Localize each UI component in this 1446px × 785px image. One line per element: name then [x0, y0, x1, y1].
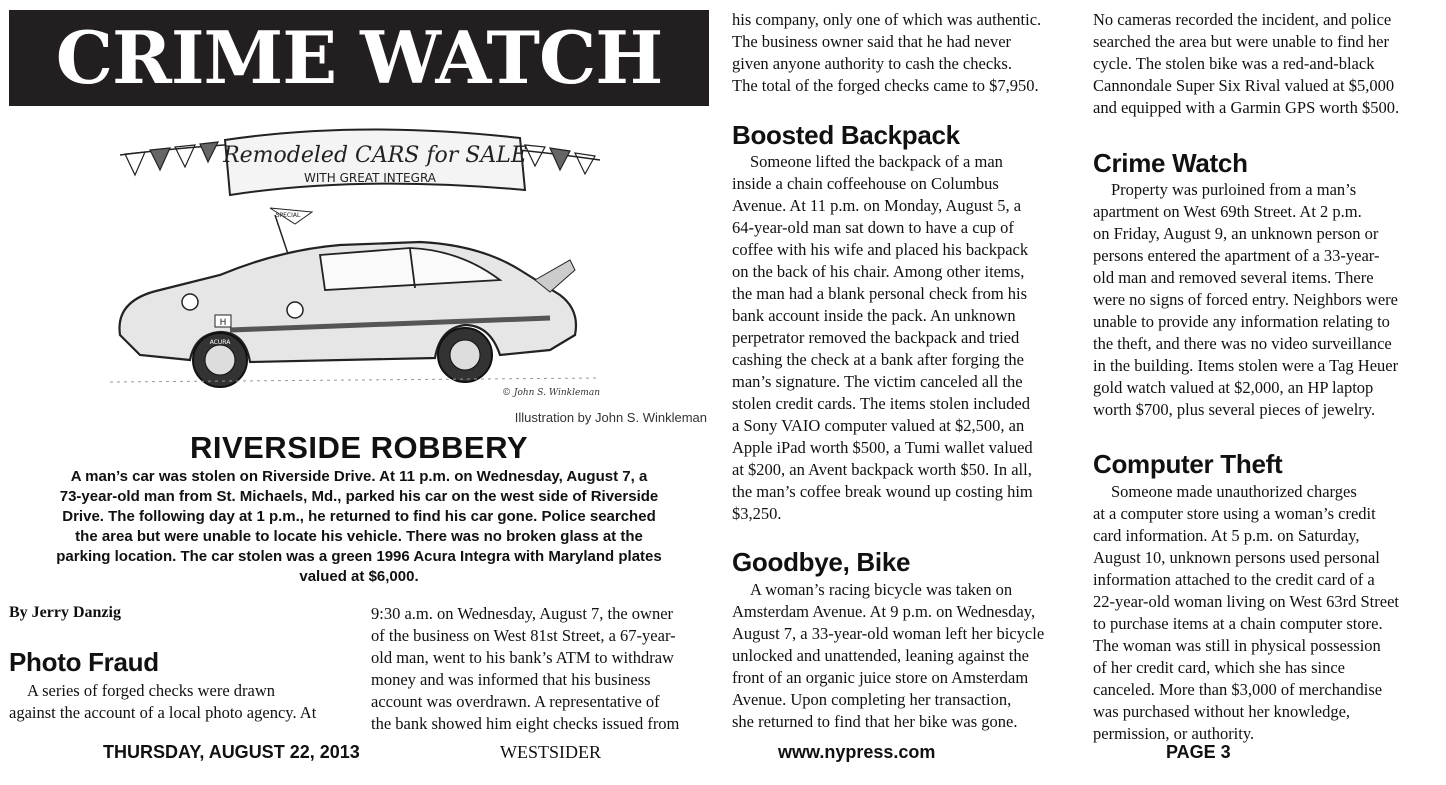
lead-line: the area but were unable to locate his vehicle. There was no broken glass at the	[75, 528, 643, 545]
banner-text-line2: WITH GREAT INTEGRA	[304, 171, 436, 185]
goodbye-bike-col3	[732, 579, 1077, 733]
text-line: bank account inside the pack. An unknown	[732, 306, 1016, 325]
text-line: No cameras recorded the incident, and police	[1093, 10, 1392, 29]
text-line: searched the area but were unable to find her	[1093, 32, 1389, 51]
footer-date: THURSDAY, AUGUST 22, 2013	[103, 742, 360, 762]
text-line: the bank showed him eight checks issued from	[371, 714, 680, 733]
text-line: unable to provide any information relating to	[1093, 312, 1390, 331]
text-line: August 10, unknown persons used personal	[1093, 548, 1380, 567]
text-line: she returned to find that her bike was gone.	[732, 712, 1018, 731]
text-line: The woman was still in physical possession	[1093, 636, 1381, 655]
rear-wheel	[438, 328, 492, 382]
lead-line: 73-year-old man from St. Michaels, Md., parked his car on the west side of Riverside	[59, 488, 659, 505]
text-line: A woman’s racing bicycle was taken on	[750, 580, 1013, 599]
text-line: a Sony VAIO computer valued at $2,500, an	[732, 416, 1025, 435]
text-line: 64-year-old man sat down to have a cup of	[732, 218, 1014, 237]
text-line: cycle. The stolen bike was a red-and-black	[1093, 54, 1375, 73]
text-line: Apple iPad worth $500, a Tumi wallet valued	[732, 438, 1033, 457]
text-line: unlocked and unattended, leaning against the	[732, 646, 1029, 665]
computer-theft-body	[1093, 481, 1438, 745]
text-line: at $200, an Avent backpack worth $50. In all,	[732, 460, 1032, 479]
headlight	[182, 294, 198, 310]
footer-url[interactable]: www.nypress.com	[778, 742, 936, 762]
illustration-credit: Illustration by John S. Winkleman	[514, 410, 707, 425]
text-line: permission, or authority.	[1093, 724, 1255, 743]
text-line: The total of the forged checks came to $7,950.	[732, 76, 1039, 95]
text-line: to purchase items at a chain computer store.	[1093, 614, 1383, 633]
text-line: stolen credit cards. The items stolen included	[732, 394, 1030, 413]
artist-signature: © John S. Winkleman	[501, 388, 600, 398]
text-line: persons entered the apartment of a 33-year-	[1093, 246, 1380, 265]
text-line: his company, only one of which was authentic.	[732, 10, 1042, 29]
lead-headline: RIVERSIDE ROBBERY	[189, 430, 529, 465]
lead-line: valued at $6,000.	[299, 568, 419, 585]
text-line: card information. At 5 p.m. on Saturday,	[1093, 526, 1360, 545]
byline: By Jerry Danzig	[9, 604, 121, 621]
car-badge: ACURA	[209, 339, 231, 346]
text-line: Property was purloined from a man’s	[1111, 180, 1357, 199]
text-line: in the building. Items stolen were a Tag Heuer	[1093, 356, 1399, 375]
headlight	[287, 302, 303, 318]
text-line: of the business on West 81st Street, a 67-year-	[371, 626, 676, 645]
text-line: man’s signature. The victim canceled all the	[732, 372, 1023, 391]
text-line: Avenue. Upon completing her transaction,	[732, 690, 1012, 709]
text-line: old man, went to his bank’s ATM to withdraw	[371, 648, 674, 667]
boosted-backpack-heading: Boosted Backpack	[732, 120, 960, 150]
text-line: Amsterdam Avenue. At 9 p.m. on Wednesday,	[732, 602, 1036, 621]
photo-fraud-col1	[9, 680, 359, 724]
text-line: money and was informed that his business	[371, 670, 651, 689]
lead-line: Drive. The following day at 1 p.m., he returned to find his car gone. Police searched	[62, 508, 656, 525]
text-line: account was overdrawn. A representative of	[371, 692, 660, 711]
text-line: against the account of a local photo agency. At	[9, 703, 317, 722]
goodbye-bike-heading: Goodbye, Bike	[732, 547, 911, 577]
text-line: the theft, and there was no video surveillance	[1093, 334, 1392, 353]
crime-watch-body	[1093, 179, 1438, 421]
footer-paper-name: WESTSIDER	[500, 742, 601, 762]
text-line: the man had a blank personal check from his	[732, 284, 1028, 303]
text-line: Cannondale Super Six Rival valued at $5,000	[1093, 76, 1395, 95]
text-line: perpetrator removed the backpack and tried	[732, 328, 1020, 347]
text-line: on Friday, August 9, an unknown person or	[1093, 224, 1379, 243]
text-line: front of an organic juice store on Amsterdam	[732, 668, 1029, 687]
photo-fraud-col3	[732, 9, 1077, 97]
text-line: Someone made unauthorized charges	[1111, 482, 1357, 501]
boosted-backpack-body	[732, 151, 1077, 525]
text-line: gold watch valued at $2,000, an HP laptop	[1093, 378, 1374, 397]
masthead-title: CRIME WATCH	[9, 10, 709, 106]
text-line: A series of forged checks were drawn	[27, 681, 276, 700]
text-line: 22-year-old woman living on West 63rd Street	[1093, 592, 1399, 611]
text-line: were no signs of forced entry. Neighbors were	[1093, 290, 1398, 309]
lead-summary	[9, 467, 709, 587]
text-line: was purchased without her knowledge,	[1093, 702, 1351, 721]
banner-text-line1: Remodeled CARS for SALE	[223, 143, 527, 168]
text-line: worth $700, plus several pieces of jewelry.	[1093, 400, 1376, 419]
text-line: old man and removed several items. There	[1093, 268, 1374, 287]
lead-line: A man’s car was stolen on Riverside Drive. At 11 p.m. on Wednesday, August 7, a	[70, 468, 648, 485]
text-line: $3,250.	[732, 504, 782, 523]
ground-shading	[110, 378, 600, 382]
text-line: on the back of his chair. Among other items,	[732, 262, 1025, 281]
text-line: inside a chain coffeehouse on Columbus	[732, 174, 999, 193]
car-illustration	[80, 120, 640, 405]
footer-page-number: PAGE 3	[1166, 742, 1231, 762]
text-line: cashing the check at a bank after forging the	[732, 350, 1024, 369]
text-line: 9:30 a.m. on Wednesday, August 7, the owner	[371, 604, 674, 623]
text-line: of her credit card, which she has since	[1093, 658, 1345, 677]
text-line: Avenue. At 11 p.m. on Monday, August 5, a	[732, 196, 1022, 215]
lead-line: parking location. The car stolen was a green 1996 Acura Integra with Maryland plates	[56, 548, 662, 565]
text-line: and equipped with a Garmin GPS worth $500.	[1093, 98, 1400, 117]
text-line: the man’s coffee break wound up costing him	[732, 482, 1033, 501]
computer-theft-heading: Computer Theft	[1093, 449, 1283, 479]
text-line: The business owner said that he had never	[732, 32, 1012, 51]
text-line: August 7, a 33-year-old woman left her bicycle	[732, 624, 1045, 643]
text-line: Someone lifted the backpack of a man	[750, 152, 1003, 171]
text-line: given anyone authority to cash the checks.	[732, 54, 1012, 73]
crime-watch-heading: Crime Watch	[1093, 148, 1248, 178]
flag-text: SPECIAL	[275, 212, 301, 219]
text-line: apartment on West 69th Street. At 2 p.m.	[1093, 202, 1362, 221]
photo-fraud-heading: Photo Fraud	[9, 647, 159, 677]
goodbye-bike-col4	[1093, 9, 1438, 119]
text-line: information attached to the credit card of a	[1093, 570, 1375, 589]
text-line: coffee with his wife and placed his backpack	[732, 240, 1029, 259]
text-line: canceled. More than $3,000 of merchandise	[1093, 680, 1383, 699]
text-line: at a computer store using a woman’s credit	[1093, 504, 1376, 523]
photo-fraud-col2	[371, 603, 711, 735]
hood-badge: H	[219, 318, 227, 328]
